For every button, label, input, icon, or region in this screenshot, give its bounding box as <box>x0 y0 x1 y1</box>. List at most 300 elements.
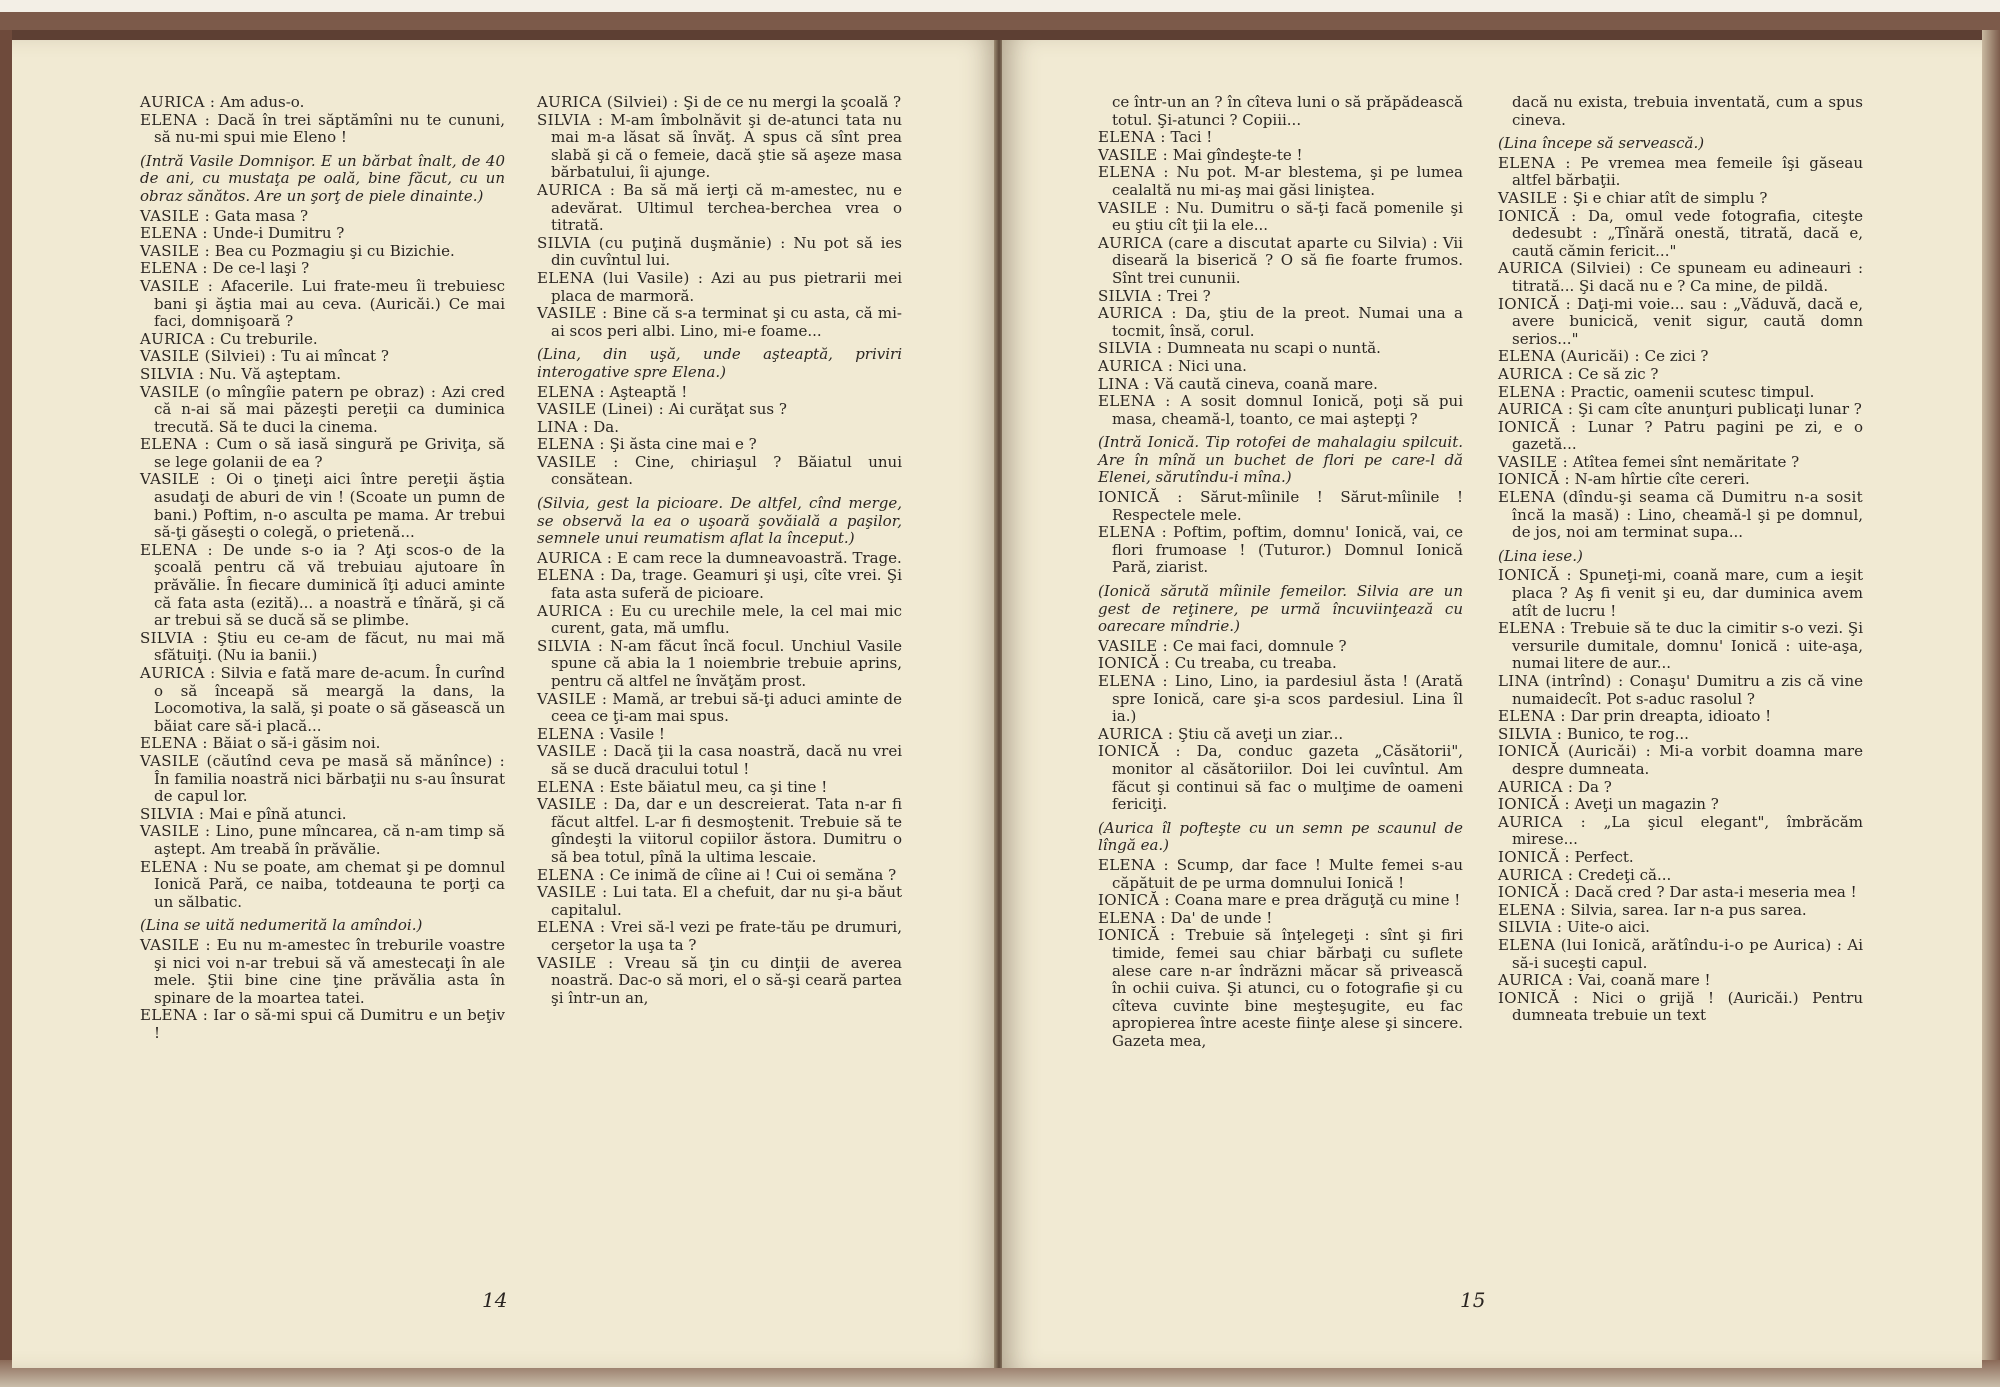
dialogue-text: Am adus-o. <box>220 93 305 111</box>
dialogue-text: Lino, cheamă-l şi pe domnul, de jos, noi am terminat supa... <box>1512 505 1864 542</box>
stage-direction: (Intră Vasile Domnişor. E un bărbat înalt, de 40 de ani, cu mustaţa pe oală, bine făcut, cu un obraz sănătos. Are un şorţ de piele dinainte.) <box>140 151 505 205</box>
dialogue-line <box>140 260 505 278</box>
dialogue-text: Da' de unde ! <box>1170 908 1273 927</box>
dialogue-text: Da, omul vede fotografia, citeşte dedesubt : „Tînără onestă, titrată, dacă e, caută cămin fericit..." <box>1512 206 1863 260</box>
dialogue-line <box>140 94 505 112</box>
dialogue-line <box>1498 937 1863 972</box>
dialogue-text: Azi au pus pietrarii mei placa de marmoră. <box>551 268 903 305</box>
dialogue-text: Ce mai faci, domnule ? <box>1172 636 1347 655</box>
speaker-name: VASILE : <box>1098 636 1168 655</box>
dialogue-text: Dacă în trei săptămîni nu te cununi, să nu-mi spui mie Eleno ! <box>154 110 505 147</box>
dialogue-text: Nici una. <box>1178 356 1247 375</box>
speaker-name: VASILE (Linei) : <box>537 400 664 419</box>
dialogue-line <box>1498 471 1863 489</box>
dialogue-line <box>537 401 902 419</box>
speaker-name: IONICĂ (Auricăi) : <box>1498 742 1651 761</box>
dialogue-text: N-am hîrtie cîte cereri. <box>1574 470 1750 489</box>
speaker-name: ELENA : <box>140 1006 209 1025</box>
dialogue-line <box>140 806 505 824</box>
dialogue-text: Băiat o să-i găsim noi. <box>212 734 381 753</box>
speaker-name: AURICA : <box>1498 971 1574 990</box>
dialogue-text: De ce-l laşi ? <box>212 259 310 278</box>
continued-line: dacă nu exista, trebuia inventată, cum a spus cineva. <box>1512 93 1863 129</box>
speaker-name: ELENA : <box>1498 382 1566 401</box>
dialogue-line <box>140 112 505 147</box>
dialogue-line <box>140 208 505 226</box>
page-number-right: 15 <box>1460 1288 1486 1312</box>
dialogue-line <box>140 823 505 858</box>
dialogue-line <box>1098 927 1463 1050</box>
dialogue-line <box>1098 164 1463 199</box>
dialogue-text: Da. <box>593 417 619 436</box>
dialogue-line <box>1498 849 1863 867</box>
dialogue-line <box>140 348 505 366</box>
dialogue-text: Ştiu că aveţi un ziar... <box>1178 724 1344 743</box>
speaker-name: SILVIA : <box>140 364 205 383</box>
dialogue-text: Aşteaptă ! <box>609 382 688 401</box>
dialogue-line <box>537 567 902 602</box>
speaker-name: AURICA : <box>1498 400 1574 419</box>
dialogue-line <box>537 305 902 340</box>
speaker-name: ELENA : <box>537 865 605 884</box>
speaker-name: VASILE : <box>1498 188 1568 207</box>
dialogue-line <box>140 665 505 735</box>
speaker-name: VASILE : <box>537 795 609 814</box>
dialogue-text: M-am îmbolnăvit şi de-atunci tata nu mai m-a lăsat să învăţ. A spus că sînt prea slabă şi că o femeie, dacă ştie să aşeze masa bărbatului, îi ajunge. <box>551 110 902 182</box>
dialogue-text: Cu treaba, cu treaba. <box>1174 654 1337 673</box>
stage-direction: (Lina începe să servească.) <box>1498 134 1705 153</box>
dialogue-text: Mai gîndeşte-te ! <box>1172 145 1303 164</box>
speaker-name: SILVIA : <box>1498 724 1563 743</box>
speaker-name: ELENA : <box>1098 128 1166 147</box>
dialogue-line <box>1098 857 1463 892</box>
speaker-name: SILVIA : <box>1098 339 1163 358</box>
dialogue-text: Taci ! <box>1170 128 1213 147</box>
dialogue-text: Şi de ce nu mergi la şcoală ? <box>683 93 902 111</box>
speaker-name: AURICA : <box>1098 356 1174 375</box>
dialogue-line <box>1098 910 1463 928</box>
dialogue-text: În familia noastră nici bărbaţii nu s-au însurat de capul lor. <box>154 769 505 806</box>
dialogue-text: Nu. Dumitru o să-ţi facă pomenile şi eu ştiu cît ţii la ele... <box>1112 198 1463 235</box>
speaker-name: IONICĂ : <box>1498 795 1570 814</box>
dialogue-text: Mamă, ar trebui să-ţi aduci aminte de ceea ce ţi-am mai spus. <box>551 689 902 726</box>
dialogue-line <box>1098 673 1463 726</box>
dialogue-line <box>1498 919 1863 937</box>
speaker-name: IONICĂ : <box>1498 417 1577 436</box>
dialogue-text: Vasile ! <box>609 724 665 743</box>
stage-direction: (Lina se uită nedumerită la amîndoi.) <box>140 916 423 935</box>
dialogue-line <box>537 691 902 726</box>
dialogue-line <box>140 1007 505 1042</box>
dialogue-text: Scump, dar face ! Multe femei s-au căpătuit de pe urma domnului Ionică ! <box>1112 855 1463 892</box>
dialogue-line <box>140 436 505 471</box>
dialogue-text: „La şicul elegant", îmbrăcăm mirese... <box>1512 812 1863 849</box>
dialogue-line <box>537 603 902 638</box>
dialogue-line <box>1098 129 1463 147</box>
dialogue-line <box>537 955 902 1008</box>
speaker-name: ELENA : <box>537 724 605 743</box>
dialogue-line <box>1498 208 1863 261</box>
dialogue-text: Lui tata. El a chefuit, dar nu şi-a băut capitalul. <box>551 883 903 919</box>
dialogue-line <box>1098 288 1463 306</box>
dialogue-text: Aveţi un magazin ? <box>1574 795 1719 814</box>
dialogue-line <box>1098 340 1463 358</box>
speaker-name: LINA : <box>537 417 589 436</box>
speaker-name: ELENA : <box>537 566 606 585</box>
dialogue-line <box>1498 489 1863 542</box>
page-number-left: 14 <box>482 1288 508 1312</box>
speaker-name: VASILE : <box>140 935 211 954</box>
speaker-name: VASILE (o mîngîie patern pe obraz) : <box>140 382 437 401</box>
dialogue-line <box>537 419 902 437</box>
speaker-name: AURICA : <box>1498 812 1587 831</box>
dialogue-line <box>1498 884 1863 902</box>
speaker-name: IONICĂ : <box>1498 988 1579 1007</box>
dialogue-text: Nici o grijă ! (Auricăi.) Pentru dumneata trebuie un text <box>1512 988 1863 1025</box>
dialogue-line <box>140 278 505 331</box>
dialogue-line <box>537 726 902 744</box>
column-2 <box>537 94 902 1007</box>
speaker-name: AURICA : <box>537 601 615 620</box>
speaker-name: VASILE (Silviei) : <box>140 347 277 366</box>
dialogue-text: Dar prin dreapta, idioato ! <box>1570 707 1772 726</box>
dialogue-line <box>1498 673 1863 708</box>
speaker-name: IONICĂ : <box>1098 488 1183 507</box>
dialogue-line <box>1498 867 1863 885</box>
speaker-name: LINA : <box>1098 374 1150 393</box>
speaker-name: AURICA : <box>1498 865 1574 884</box>
book-cover-right <box>1982 30 2000 1370</box>
speaker-name: SILVIA : <box>537 636 604 655</box>
dialogue-line <box>1098 726 1463 744</box>
speaker-name: ELENA : <box>1098 908 1166 927</box>
dialogue-line <box>140 366 505 384</box>
dialogue-line <box>1498 155 1863 190</box>
dialogue-line <box>1098 655 1463 673</box>
dialogue-line <box>140 243 505 261</box>
dialogue-text: Tu ai mîncat ? <box>281 347 389 366</box>
dialogue-text: Vrei să-l vezi pe frate-tău pe drumuri, cerşetor la uşa ta ? <box>551 918 902 954</box>
dialogue-text: Silvia, sarea. Iar n-a pus sarea. <box>1570 900 1807 919</box>
dialogue-text: Gata masa ? <box>214 206 309 225</box>
speaker-name: ELENA : <box>537 777 605 796</box>
speaker-name: ELENA : <box>1098 672 1168 690</box>
dialogue-text: Nu se poate, am chemat şi pe domnul Ionică Pară, ce naiba, totdeauna te porţi ca un sălbatic. <box>154 857 505 911</box>
dialogue-text: Mai e pînă atunci. <box>208 804 347 823</box>
speaker-name: ELENA (Auricăi) : <box>1498 347 1640 366</box>
speaker-name: ELENA : <box>140 734 208 753</box>
speaker-name: VASILE : <box>1098 198 1170 217</box>
speaker-name: ELENA : <box>140 110 211 129</box>
speaker-name: ELENA : <box>1098 855 1169 874</box>
column-4 <box>1498 94 1863 1025</box>
dialogue-line <box>1498 419 1863 454</box>
dialogue-line <box>537 550 902 568</box>
speaker-name: ELENA : <box>1498 900 1566 919</box>
speaker-name: AURICA : <box>140 93 216 111</box>
left-page <box>12 40 998 1368</box>
dialogue-text: Practic, oamenii scutesc timpul. <box>1570 382 1815 401</box>
stage-direction: (Lina iese.) <box>1498 546 1583 565</box>
dialogue-line <box>1098 489 1463 524</box>
speaker-name: SILVIA : <box>1498 918 1563 937</box>
dialogue-text: Eu nu m-amestec în treburile voastre şi nici voi n-ar trebui să vă amestecaţi în ale mele. Ştii bine cine ţine prăvălia asta în spinare de la moartea tatei. <box>154 935 505 1007</box>
dialogue-line <box>140 735 505 753</box>
speaker-name: IONICĂ : <box>1498 470 1570 489</box>
speaker-name: LINA (intrînd) : <box>1498 672 1624 690</box>
speaker-name: ELENA : <box>140 259 208 278</box>
dialogue-text: Oi o ţineţi aici între pereţii ăştia asudaţi de aburi de vin ! (Scoate un pumn de bani.) Poftim, n-o asculta pe mama. Ar trebui să-ţi găseşti o colegă, o prietenă... <box>154 470 505 542</box>
dialogue-text: Lino, pune mîncarea, că n-am timp să aştept. Am treabă în prăvălie. <box>154 822 505 858</box>
dialogue-text: Conaşu' Dumitru a zis că vine numaidecît. Pot s-aduc rasolul ? <box>1512 672 1863 708</box>
speaker-name: SILVIA : <box>140 628 209 647</box>
speaker-name: ELENA (dîndu-şi seama că Dumitru n-a sosit încă la masă) : <box>1498 488 1863 524</box>
dialogue-text: Unde-i Dumitru ? <box>212 224 345 243</box>
dialogue-text: Perfect. <box>1574 847 1634 866</box>
dialogue-line <box>140 937 505 1007</box>
column-1 <box>140 94 505 1042</box>
speaker-name: ELENA : <box>140 224 208 243</box>
dialogue-text: Vai, coană mare ! <box>1578 971 1711 990</box>
stage-direction: (Ionică sărută mîinile femeilor. Silvia are un gest de reţinere, pe urmă încuviinţează cu oarecare mîndrie.) <box>1098 582 1463 636</box>
speaker-name: VASILE : <box>1098 145 1168 164</box>
speaker-name: IONICĂ : <box>1098 742 1181 761</box>
dialogue-text: Lunar ? Patru pagini pe zi, e o gazetă... <box>1512 417 1863 454</box>
dialogue-line <box>140 542 505 630</box>
dialogue-line <box>1098 638 1463 656</box>
speaker-name: IONICĂ : <box>1498 566 1572 585</box>
dialogue-line <box>1498 401 1863 419</box>
speaker-name: IONICĂ : <box>1098 891 1170 910</box>
dialogue-line <box>537 270 902 305</box>
stage-direction: (Intră Ionică. Tip rotofei de mahalagiu spilcuit. Are în mînă un buchet de flori pe care-l dă Elenei, sărutîndu-i mîna.) <box>1098 433 1463 487</box>
dialogue-line <box>1498 796 1863 814</box>
stage-direction: (Lina, din uşă, unde aşteaptă, priviri interogative spre Elena.) <box>537 345 902 381</box>
dialogue-text: Afacerile. Lui frate-meu îi trebuiesc bani şi ăştia mai au ceva. (Auricăi.) Ce mai faci, domnişoară ? <box>154 276 505 331</box>
speaker-name: ELENA : <box>537 382 605 401</box>
dialogue-text: Trebuie să te duc la cimitir s-o vezi. Şi versurile dumitale, domnu' Ionică : uite-aşa, numai litere de aur... <box>1512 619 1863 673</box>
dialogue-line <box>1098 743 1463 813</box>
speaker-name: ELENA (lui Vasile) : <box>537 268 704 287</box>
dialogue-line <box>1098 235 1463 288</box>
dialogue-line <box>1498 384 1863 402</box>
dialogue-line <box>1498 348 1863 366</box>
dialogue-line <box>537 919 902 954</box>
speaker-name: VASILE : <box>140 276 214 295</box>
speaker-name: AURICA (care a discutat aparte cu Silvia) : <box>1098 233 1438 252</box>
dialogue-text: Ce zici ? <box>1644 347 1709 366</box>
dialogue-text: Trei ? <box>1166 286 1211 305</box>
speaker-name: VASILE : <box>537 304 608 323</box>
dialogue-text: Coana mare e prea drăguţă cu mine ! <box>1174 891 1461 910</box>
dialogue-text: Poftim, poftim, domnu' Ionică, vai, ce flori frumoase ! (Tuturor.) Domnul Ionică Pară, ziarist. <box>1112 523 1463 577</box>
dialogue-text: Da, conduc gazeta „Căsătorii", monitor al căsătoriilor. Doi lei cuvîntul. Am făcut şi continui să fac o mulţime de oameni fericiţi. <box>1112 742 1463 814</box>
dialogue-text: Da, ştiu de la preot. Numai una a tocmit, însă, corul. <box>1112 304 1463 340</box>
dialogue-text: Ai să-i suceşti capul. <box>1512 935 1863 972</box>
dialogue-text: Şi cam cîte anunţuri publicaţi lunar ? <box>1578 400 1862 419</box>
dialogue-text: Vreau să ţin cu dinţii de averea noastră. Dac-o să mori, el o să-şi ceară partea şi într-un an, <box>551 953 902 1007</box>
dialogue-line <box>1498 366 1863 384</box>
dialogue-line <box>537 94 902 112</box>
dialogue-text: Nu. Vă aşteptam. <box>208 364 341 383</box>
dialogue-line <box>537 884 902 919</box>
dialogue-line <box>1498 260 1863 295</box>
speaker-name: IONICĂ : <box>1498 847 1570 866</box>
dialogue-text: Cine, chiriaşul ? Băiatul unui consătean. <box>551 452 902 489</box>
speaker-name: AURICA : <box>1498 777 1574 796</box>
dialogue-text: Da, trage. Geamuri şi uşi, cîte vrei. Şi fata asta suferă de picioare. <box>551 566 902 603</box>
speaker-name: SILVIA (cu puţină duşmănie) : <box>537 233 786 252</box>
dialogue-text: Este băiatul meu, ca şi tine ! <box>609 777 828 796</box>
dialogue-line <box>1498 726 1863 744</box>
dialogue-line <box>140 630 505 665</box>
speaker-name: ELENA : <box>1098 523 1167 542</box>
dialogue-line <box>537 743 902 778</box>
dialogue-line <box>537 182 902 235</box>
dialogue-text: E cam rece la dumneavoastră. Trage. <box>617 548 902 567</box>
dialogue-text: Silvia e fată mare de-acum. În curînd o să înceapă să meargă la dans, la Locomotiva, la sală, şi poate o să găsească un băiat care să-i placă... <box>154 664 505 735</box>
dialogue-text: Azi cred că n-ai să mai păzeşti pereţii ca duminica trecută. Să te duci la cinema. <box>154 382 505 436</box>
dialogue-text: Şi e chiar atît de simplu ? <box>1572 188 1768 207</box>
dialogue-text: Iar o să-mi spui că Dumitru e un beţiv ! <box>154 1006 505 1042</box>
speaker-name: IONICĂ : <box>1498 883 1570 902</box>
dialogue-line <box>1498 454 1863 472</box>
dialogue-line <box>1498 972 1863 990</box>
dialogue-text: Vii diseară la biserică ? O să fie foarte frumos. Sînt trei cununii. <box>1112 233 1463 287</box>
speaker-name: AURICA : <box>140 664 216 682</box>
dialogue-text: Vă caută cineva, coană mare. <box>1154 374 1378 393</box>
dialogue-text: Credeţi că... <box>1578 865 1672 884</box>
dialogue-text: Sărut-mîinile ! Sărut-mîinile ! Respectele mele. <box>1112 488 1463 524</box>
dialogue-text: A sosit domnul Ionică, poţi să pui masa, cheamă-l, toanto, ce mai aştepţi ? <box>1112 392 1463 428</box>
dialogue-text: Daţi-mi voie... sau : „Văduvă, dacă e, avere bunicică, venit sigur, caută domn serios..." <box>1512 294 1863 348</box>
dialogue-line <box>1098 147 1463 165</box>
dialogue-text: Bea cu Pozmagiu şi cu Bizichie. <box>214 241 455 260</box>
speaker-name: ELENA : <box>140 857 209 876</box>
dialogue-text: Trebuie să înţelegeţi : sînt şi firi timide, femei sau chiar bărbaţi cu suflete alese care n-ar îndrăzni măcar să privească în ochii cuiva. Şi atunci, cu o fotografie şi cu cîteva cuvinte bine meşteşugite, eu fac apropierea între aceste fiinţe alese şi sincere. Gazeta mea, <box>1112 926 1463 1050</box>
dialogue-text: Dacă ţii la casa noastră, dacă nu vrei să se ducă dracului totul ! <box>551 742 902 778</box>
speaker-name: VASILE : <box>537 689 608 708</box>
speaker-name: AURICA : <box>537 180 616 199</box>
speaker-name: SILVIA : <box>140 804 205 823</box>
dialogue-line <box>140 384 505 437</box>
speaker-name: VASILE : <box>537 452 619 471</box>
dialogue-text: Pe vremea mea femeile îşi găseau altfel bărbaţii. <box>1512 153 1863 190</box>
speaker-name: VASILE : <box>537 742 608 761</box>
speaker-name: IONICĂ : <box>1498 294 1571 313</box>
dialogue-text: Ştiu eu ce-am de făcut, nu mai mă sfătuiţi. (Nu ia banii.) <box>154 628 505 665</box>
speaker-name: ELENA : <box>1498 707 1566 726</box>
speaker-name: IONICĂ : <box>1098 926 1176 945</box>
dialogue-text: Cu treburile. <box>220 329 318 348</box>
stage-direction: (Silvia, gest la picioare. De altfel, cînd merge, se observă la ea o uşoară şovăială a paşilor, semnele unui reumatism aflat la început.) <box>537 494 902 548</box>
dialogue-line <box>1098 305 1463 340</box>
dialogue-text: Cum o să iasă singură pe Griviţa, să se lege golanii de ea ? <box>154 435 505 471</box>
dialogue-line <box>537 384 902 402</box>
dialogue-line <box>537 454 902 489</box>
dialogue-line <box>1498 567 1863 620</box>
speaker-name: VASILE : <box>537 953 614 972</box>
dialogue-line <box>1098 524 1463 577</box>
speaker-name: AURICA : <box>140 329 216 348</box>
speaker-name: IONICĂ : <box>1498 206 1577 225</box>
dialogue-line <box>1098 376 1463 394</box>
dialogue-text: Dacă cred ? Dar asta-i meseria mea ! <box>1574 883 1857 902</box>
speaker-name: ELENA : <box>1098 392 1171 411</box>
dialogue-line <box>1498 743 1863 778</box>
dialogue-line <box>1098 892 1463 910</box>
dialogue-line <box>1098 393 1463 428</box>
dialogue-text: Bine că s-a terminat şi cu asta, că mi-ai scos peri albi. Lino, mi-e foame... <box>551 304 903 340</box>
dialogue-text: Uite-o aici. <box>1566 918 1650 937</box>
speaker-name: ELENA : <box>1498 619 1566 638</box>
speaker-name: VASILE : <box>140 241 210 260</box>
speaker-name: SILVIA : <box>537 110 604 129</box>
dialogue-line <box>537 638 902 691</box>
dialogue-text: Şi ăsta cine mai e ? <box>609 435 757 454</box>
speaker-name: AURICA (Silviei) : <box>1498 259 1644 278</box>
dialogue-line <box>1498 190 1863 208</box>
dialogue-text: Eu cu urechile mele, la cel mai mic curent, gata, mă umflu. <box>551 601 902 638</box>
dialogue-line <box>140 471 505 541</box>
dialogue-text: Da ? <box>1578 777 1612 796</box>
speaker-name: VASILE : <box>537 883 608 902</box>
speaker-name: VASILE : <box>140 822 211 841</box>
dialogue-text: Da, dar e un descreierat. Tata n-ar fi făcut altfel. L-ar fi desmoştenit. Trebuie să te gîndeşti la viitorul copiilor ăstora. Dumitru o să bea totul, pînă la ultima lescaie. <box>551 795 902 866</box>
speaker-name: ELENA : <box>537 435 605 454</box>
dialogue-line <box>1498 990 1863 1025</box>
dialogue-text: Mi-a vorbit doamna mare despre dumneata. <box>1512 742 1863 778</box>
speaker-name: ELENA : <box>140 540 213 559</box>
speaker-name: SILVIA : <box>1098 286 1163 305</box>
dialogue-text: Spuneţi-mi, coană mare, cum a ieşit placa ? Aş fi venit şi eu, dar duminica avem atît de lucru ! <box>1512 566 1864 620</box>
dialogue-line <box>140 753 505 806</box>
stage-direction: (Aurica îl pofteşte cu un semn pe scaunul de lîngă ea.) <box>1098 818 1463 855</box>
dialogue-line <box>1498 620 1863 673</box>
speaker-name: AURICA : <box>1498 364 1574 383</box>
right-page <box>1002 40 1982 1368</box>
speaker-name: ELENA : <box>537 918 606 937</box>
speaker-name: VASILE : <box>140 206 210 225</box>
dialogue-text: Ai curăţat sus ? <box>668 400 787 419</box>
dialogue-text: Nu pot. M-ar blestema, şi pe lumea cealaltă nu mi-aş mai găsi liniştea. <box>1112 163 1463 199</box>
dialogue-line <box>1498 814 1863 849</box>
dialogue-line <box>1098 358 1463 376</box>
dialogue-line <box>537 796 902 866</box>
dialogue-text: De unde s-o ia ? Aţi scos-o de la şcoală pentru că vă trebuiau ajutoare în prăvălie. În fiecare duminică îţi aduci aminte că fata asta (ezită)... a noastră e tînără, şi că ar trebui să se ducă să se plimbe. <box>154 540 505 630</box>
speaker-name: ELENA : <box>140 435 210 454</box>
book-cover-left <box>0 30 12 1370</box>
dialogue-line <box>537 235 902 270</box>
speaker-name: VASILE : <box>140 470 216 489</box>
dialogue-text: Ce spuneam eu adineauri : titrată... Şi dacă nu e ? Ca mine, de pildă. <box>1512 259 1864 295</box>
dialogue-line <box>1498 296 1863 349</box>
dialogue-text: Nu pot să ies din cuvîntul lui. <box>551 233 903 270</box>
speaker-name: AURICA : <box>1098 304 1177 323</box>
speaker-name: ELENA : <box>1498 153 1571 172</box>
column-3 <box>1098 94 1463 1050</box>
dialogue-line <box>140 331 505 349</box>
speaker-name: ELENA : <box>1098 163 1169 182</box>
dialogue-line <box>537 436 902 454</box>
dialogue-text: Ce inimă de cîine ai ! Cui oi semăna ? <box>609 865 897 884</box>
dialogue-line <box>537 112 902 182</box>
dialogue-line <box>1098 200 1463 235</box>
dialogue-text: Dumneata nu scapi o nuntă. <box>1166 339 1381 358</box>
dialogue-text: Bunico, te rog... <box>1566 724 1689 743</box>
dialogue-text: Ba să mă ierţi că m-amestec, nu e adevărat. Ultimul terchea-berchea vrea o titrată. <box>551 180 902 235</box>
dialogue-line <box>1498 902 1863 920</box>
